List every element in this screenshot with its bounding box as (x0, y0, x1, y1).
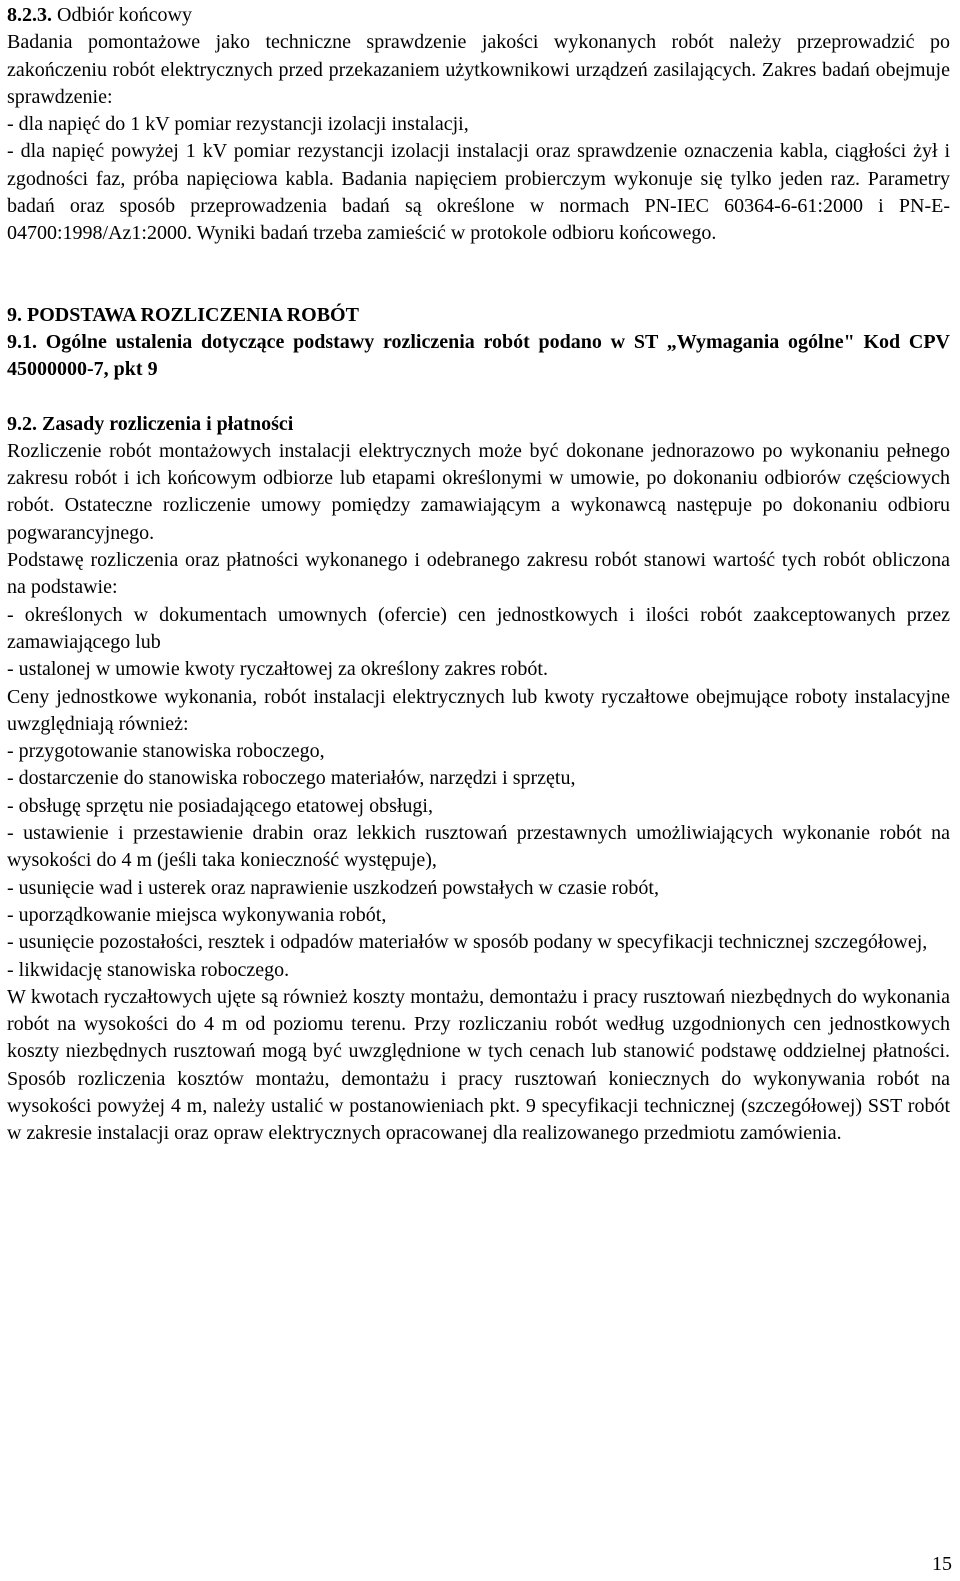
section-8-2-3-heading (7, 2, 950, 29)
spacer (7, 248, 950, 302)
list-item: - dostarczenie do stanowiska roboczego materiałów, narzędzi i sprzętu, (7, 767, 576, 790)
section-9-1-heading: 9.1. Ogólne ustalenia dotyczące podstawy rozliczenia robót podano w ST „Wymagania ogólne" Kod CPV 45000000-7, pkt 9 (7, 330, 950, 381)
list-item: - dla napięć powyżej 1 kV pomiar rezystancji izolacji instalacji oraz sprawdzenie oznaczenia kabla, ciągłości żył i zgodności faz, próba napięciowa kabla. Badania napięciem probierczym wykonuje się tylko jeden raz. Parametry badań oraz sposób przeprowadzenia badań są określone w normach PN-IEC 60364-6-61:2000 i PN-E-04700:1998/Az1:2000. Wyniki badań trzeba zamieścić w protokole odbioru końcowego. (7, 140, 950, 245)
section-number: 8.2.3. (7, 4, 52, 26)
list-item: - likwidację stanowiska roboczego. (7, 958, 290, 981)
spacer (7, 384, 950, 411)
paragraph-unit-prices: Ceny jednostkowe wykonania, robót instalacji elektrycznych lub kwoty ryczałtowe obejmujące roboty instalacyjne uwzględniają również: (7, 685, 950, 735)
page-number: 15 (932, 1553, 952, 1575)
list-item: - przygotowanie stanowiska roboczego, (7, 740, 325, 763)
paragraph-scaffolding: W kwotach ryczałtowych ujęte są również koszty montażu, demontażu i pracy rusztowań niezbędnych do wykonania robót na wysokości do 4 m od poziomu terenu. Przy rozliczaniu robót według uzgodnionych cen jednostkowych koszty niezbędnych rusztowań mogą być uwzględnione w tych cenach lub stanowić podstawę oddzielnej płatności. Sposób rozliczenia kosztów montażu, demontażu i pracy rusztowań koniecznych do wykonywania robót na wysokości powyżej 4 m, należy ustalić w postanowieniach pkt. 9 specyfikacji technicznej (szczegółowej) SST robót w zakresie instalacji oraz opraw elektrycznych opracowanej dla realizowanego przedmiotu zamówienia. (7, 985, 950, 1145)
paragraph-basis: Podstawę rozliczenia oraz płatności wykonanego i odebranego zakresu robót stanowi wartość tych robót obliczona na podstawie: (7, 549, 950, 599)
section-title: Odbiór końcowy (57, 4, 192, 26)
paragraph-settlement: Rozliczenie robót montażowych instalacji elektrycznych może być dokonane jednorazowo po wykonaniu pełnego zakresu robót i ich końcowym odbiorze lub etapami określonymi w umowie, po dokonaniu odbiorów częściowych robót. Ostateczne rozliczenie umowy pomiędzy zamawiającym a wykonawcą następuje po dokonaniu odbioru pogwarancyjnego. (7, 439, 950, 544)
list-item: - dla napięć do 1 kV pomiar rezystancji izolacji instalacji, (7, 113, 469, 136)
section-8-2-3-intro: Badania pomontażowe jako techniczne sprawdzenie jakości wykonanych robót należy przeprowadzić po zakończeniu robót elektrycznych przed przekazaniem użytkownikowi urządzeń zasilających. Zakres badań obejmuje sprawdzenie: (7, 31, 950, 108)
list-item: - obsługę sprzętu nie posiadającego etatowej obsługi, (7, 794, 433, 817)
list-item: - usunięcie wad i usterek oraz naprawienie uszkodzeń powstałych w czasie robót, (7, 876, 659, 899)
list-item: - określonych w dokumentach umownych (ofercie) cen jednostkowych i ilości robót zaakceptowanych przez zamawiającego lub (7, 603, 950, 653)
list-item: - ustalonej w umowie kwoty ryczałtowej za określony zakres robót. (7, 658, 548, 681)
section-9-heading: 9. PODSTAWA ROZLICZENIA ROBÓT (7, 303, 359, 326)
list-item: - uporządkowanie miejsca wykonywania robót, (7, 903, 387, 926)
section-9-2-heading: 9.2. Zasady rozliczenia i płatności (7, 412, 294, 435)
list-item: - usunięcie pozostałości, resztek i odpadów materiałów w sposób podany w specyfikacji technicznej szczegółowej, (7, 931, 928, 954)
list-item: - ustawienie i przestawienie drabin oraz lekkich rusztowań przestawnych umożliwiających wykonanie robót na wysokości do 4 m (jeśli taka konieczność występuje), (7, 822, 950, 872)
